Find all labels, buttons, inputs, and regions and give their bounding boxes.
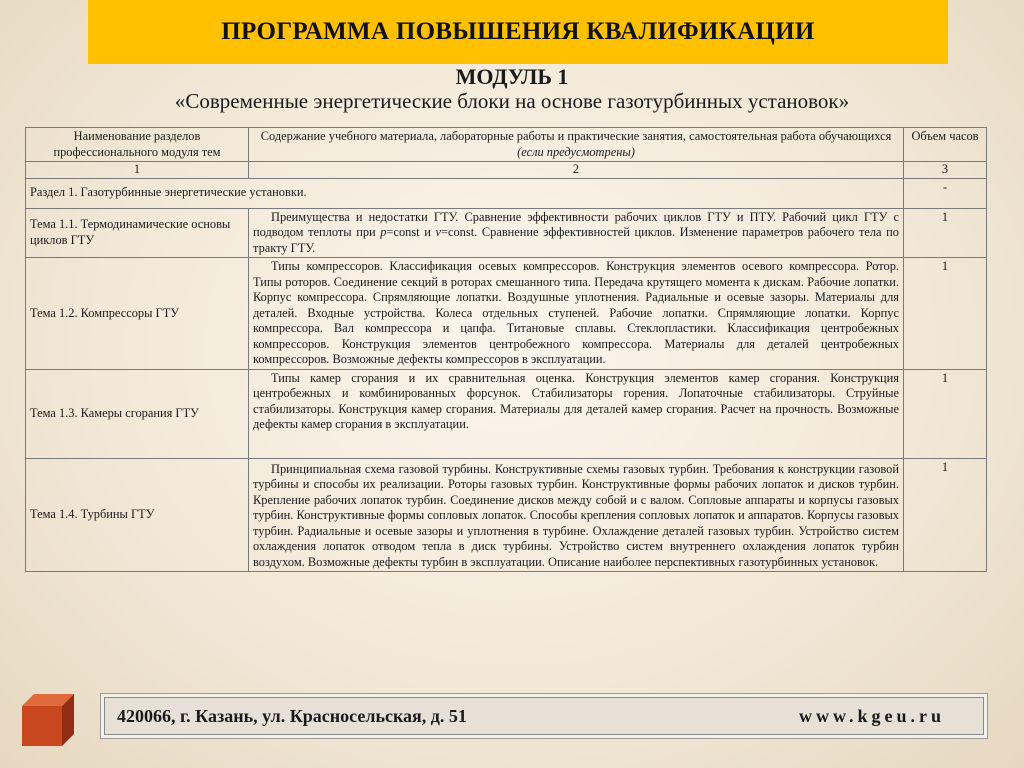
program-table bbox=[25, 127, 987, 572]
footer-website-link[interactable]: www.kgeu.ru bbox=[798, 705, 945, 726]
module-title: МОДУЛЬ 1 bbox=[455, 64, 569, 89]
footer-bar bbox=[104, 697, 984, 735]
title-banner bbox=[88, 0, 948, 64]
table-header-row bbox=[26, 128, 987, 162]
column-header-content-note: (если предусмотрены) bbox=[517, 144, 635, 159]
hours-cell: 1 bbox=[904, 369, 987, 458]
section-hours: - bbox=[904, 178, 987, 208]
table-row bbox=[26, 369, 987, 458]
section-row bbox=[26, 178, 987, 208]
topic-cell: Тема 1.4. Турбины ГТУ bbox=[26, 458, 249, 572]
hours-cell: 1 bbox=[904, 458, 987, 572]
content-cell: Принципиальная схема газовой турбины. Конструктивные схемы газовых турбин. Требования к конструкции газовой турбины и способы их реализации. Роторы газовых турбин. Конструктивные формы рабочих лопаток и дисков турбин. Крепление рабочих лопаток турбин. Соединение дисков между собой и с валом. Сопловые аппараты и корпусы газовых турбин. Конструктивные формы сопловых лопаток. Способы крепления сопловых лопаток и аппаратов. Корпусы газовых турбин. Радиальные и осевые зазоры и уплотнения в турбине. Охлаждение деталей газовых турбин. Устройство систем охлаждения лопаток отводом тепла в диск турбины. Устройство систем внутреннего охлаждения лопаток турбин воздухом. Возможные дефекты турбин в эксплуатации. Описание наиболее перспективных газотурбинных установок. bbox=[249, 458, 904, 572]
cube-logo-icon bbox=[22, 694, 74, 746]
module-subtitle: «Современные энергетические блоки на основе газотурбинных установок» bbox=[174, 89, 850, 113]
table-row bbox=[26, 458, 987, 572]
topic-cell: Тема 1.2. Компрессоры ГТУ bbox=[26, 258, 249, 370]
footer-address: 420066, г. Казань, ул. Красносельская, д. 51 bbox=[117, 705, 467, 726]
content-cell: Преимущества и недостатки ГТУ. Сравнение эффективности рабочих циклов ГТУ и ПТУ. Рабочий цикл ГТУ с подводом теплоты при p=const и v=const. Сравнение эффективностей циклов. Изменение параметров рабочего тела по тракту ГТУ. bbox=[249, 208, 904, 258]
page-title: ПРОГРАММА ПОВЫШЕНИЯ КВАЛИФИКАЦИИ bbox=[221, 18, 815, 45]
column-header-hours: Объем часов bbox=[904, 128, 987, 162]
content-cell: Типы компрессоров. Классификация осевых компрессоров. Конструкция элементов осевого компрессора. Ротор. Типы роторов. Соединение секций в роторах смешанного типа. Передача крутящего момента к дискам. Рабочие лопатки. Корпус компрессора. Спрямляющие лопатки. Воздушные уплотнения. Радиальные и осевые зазоры. Материалы для деталей. Входные устройства. Колеса отдельных ступеней. Рабочие лопатки. Спрямляющие лопатки. Корпус компрессора. Вал компрессора и цапфа. Титановые сплавы. Стеклопластики. Классификация центробежных компрессоров. Конструкция элементов центробежного компрессора. Материалы для деталей центробежных компрессоров. Возможные дефекты компрессоров в эксплуатации. bbox=[249, 258, 904, 370]
content-cell: Типы камер сгорания и их сравнительная оценка. Конструкция элементов камер сгорания. Конструкция центробежных и комбинированных форсунок. Стабилизаторы горения. Лопаточные стабилизаторы. Струйные стабилизаторы. Конструкция камер сгорания. Материалы для деталей камер сгорания. Расчет на прочность. Возможные дефекты камер сгорания в эксплуатации. bbox=[249, 369, 904, 458]
table-row bbox=[26, 208, 987, 258]
column-header-content bbox=[249, 128, 904, 162]
topic-cell: Тема 1.3. Камеры сгорания ГТУ bbox=[26, 369, 249, 458]
table-row bbox=[26, 258, 987, 370]
column-header-content-text: Содержание учебного материала, лабораторные работы и практические занятия, самостоятельная работа обучающихся bbox=[260, 129, 892, 143]
column-number-row bbox=[26, 162, 987, 179]
topic-cell: Тема 1.1. Термодинамические основы циклов ГТУ bbox=[26, 208, 249, 258]
hours-cell: 1 bbox=[904, 208, 987, 258]
column-number: 1 bbox=[26, 162, 249, 179]
column-number: 2 bbox=[249, 162, 904, 179]
column-number: 3 bbox=[904, 162, 987, 179]
column-header-sections: Наименование разделов профессионального модуля тем bbox=[26, 128, 249, 162]
hours-cell: 1 bbox=[904, 258, 987, 370]
section-title: Раздел 1. Газотурбинные энергетические установки. bbox=[26, 178, 904, 208]
